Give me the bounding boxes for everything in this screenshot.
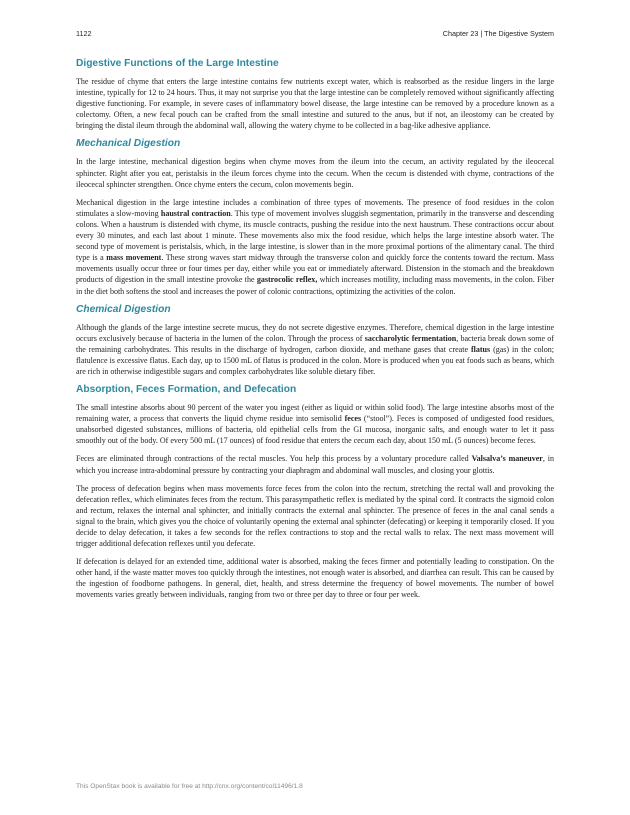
heading-chemical-digestion: Chemical Digestion (76, 303, 171, 315)
text-run: (gas) in the colon; flatulence is excessive flatus. Each day, up to 1500 mL of flatus is produced in the colon. More is produced when you eat foods such as beans, which are rich in otherwise indigestible sugars and complex carbohydrates like soluble dietary fiber. (76, 344, 555, 376)
footer-note: This OpenStax book is available for free at http://cnx.org/content/col11496/1.8 (76, 783, 303, 790)
term-flatus: flatus (470, 344, 491, 354)
running-header (76, 29, 554, 41)
text-run: . This type of movement involves sluggish segmentation, primarily in the transverse and descending colons. When a haustrum is distended with chyme, its muscle contracts, pushing the residue into the next haustrum. These contractions occur about every 30 minutes, and each last about 1 minute. These movements also mix the food residue, which helps the large intestine absorb water. The second type of movement is peristalsis, which, in the large intestine, is slower than in the more proximal portions of the alimentary canal. The third type is a (76, 208, 554, 263)
paragraph-absorption-3: The process of defecation begins when mass movements force feces from the colon into the rectum, stretching the rectal wall and provoking the defecation reflex, which eliminates feces from the rectum. This parasympathetic reflex is mediated by the spinal cord. It contracts the sigmoid colon and rectum, relaxes the internal anal sphincter, and initially contracts the external anal sphincter. The presence of feces in the anal canal sends a signal to the brain, which gives you the choice of voluntarily opening the external anal sphincter (defecating) or keeping it temporarily closed. If you decide to delay defecation, it takes a few seconds for the reflex contractions to stop and the rectal walls to relax. The next mass movement will trigger additional defecation reflexes until you defecate. (76, 483, 554, 549)
term-gastrocolic-reflex: gastrocolic reflex, (256, 275, 318, 285)
text-run: Feces are eliminated through contractions of the rectal muscles. You help this process by a voluntary procedure called (76, 454, 472, 464)
text-run: (“stool”). Feces is composed of undigested food residues, unabsorbed digested substances, millions of bacteria, old epithelial cells from the GI mucosa, inorganic salts, and enough water to let it pass smoothly out of the body. Of every 500 mL (17 ounces) of food residue that enters the cecum each day, about 150 mL (5 ounces) become feces. (76, 414, 554, 446)
paragraph-mechanical-1: In the large intestine, mechanical digestion begins when chyme moves from the ileum into the cecum, an activity regulated by the ileocecal sphincter. Right after you eat, peristalsis in the ileum forces chyme into the cecum. When the cecum is distended with chyme, contractions of the ileocecal sphincter strengthen. Once chyme enters the cecum, colon movements begin. (76, 157, 554, 189)
heading-digestive-functions: Digestive Functions of the Large Intestine (76, 58, 279, 69)
paragraph-absorption-4: If defecation is delayed for an extended time, additional water is absorbed, making the feces firmer and potentially leading to constipation. On the other hand, if the waste matter moves too quickly through the intestines, not enough water is absorbed, and diarrhea can result. This can be caused by the ingestion of foodborne pathogens. In general, diet, health, and stress determine the frequency of bowel movements. The number of bowel movements varies greatly between individuals, ranging from two or three per day to three or four per week. (76, 557, 554, 600)
paragraph-absorption-2 (76, 453, 554, 475)
heading-absorption: Absorption, Feces Formation, and Defecation (76, 384, 297, 396)
heading-mechanical-digestion: Mechanical Digestion (76, 138, 181, 150)
term-valsalvas-maneuver: Valsalva’s maneuver (471, 454, 543, 464)
text-run: , bacteria break down some of the remaining carbohydrates. This results in the discharge of hydrogen, carbon dioxide, and methane gases that create (76, 333, 554, 354)
chapter-title: Chapter 23 | The Digestive System (442, 29, 554, 38)
term-feces: feces (344, 414, 362, 424)
paragraph-chemical (76, 322, 554, 377)
page-number: 1122 (76, 29, 92, 38)
text-run: , in which you increase intra-abdominal pressure by contracting your diaphragm and abdominal wall muscles, and closing your glottis. (76, 454, 554, 475)
text-run: Although the glands of the large intestine secrete mucus, they do not secrete digestive enzymes. Therefore, chemical digestion in the large intestine occurs exclusively because of bacteria in the lumen of the colon. Through the process of (76, 322, 554, 343)
text-run: which increases motility, including mass movements, in the colon. Fiber in the diet both softens the stool and increases the power of colonic contractions, optimizing the activities of the colon. (76, 275, 555, 296)
page-content (76, 58, 554, 608)
paragraph-digestive-functions: The residue of chyme that enters the large intestine contains few nutrients except water, which is reabsorbed as the residue lingers in the large intestine, typically for 12 to 24 hours. Thus, it may not surprise you that the large intestine can be completely removed without significantly affecting digestive functioning. For example, in severe cases of inflammatory bowel disease, the large intestine can be removed by a procedure known as a colectomy. Often, a new fecal pouch can be crafted from the small intestine and sutured to the anus, but if not, an ileostomy can be created by bringing the distal ileum through the abdominal wall, allowing the watery chyme to be collected in a bag-like adhesive appliance. (76, 77, 554, 131)
term-mass-movement: mass movement (106, 253, 162, 263)
text-run: . These strong waves start midway through the transverse colon and quickly force the contents toward the rectum. Mass movements usually occur three or four times per day, either while you eat or immediately afterward. Distension in the stomach and the breakdown products of digestion in the small intestine provoke the (76, 253, 554, 285)
term-haustral-contraction: haustral contraction (160, 208, 231, 218)
text-run: The small intestine absorbs about 90 percent of the water you ingest (either as liquid or within solid food). The large intestine absorbs most of the remaining water, a process that converts the liquid chyme residue into semisolid (76, 403, 554, 424)
paragraph-absorption-1 (76, 402, 554, 446)
term-saccharolytic-fermentation: saccharolytic fermentation (364, 333, 457, 343)
text-run: Mechanical digestion in the large intestine includes a combination of three types of movements. The presence of food residues in the colon stimulates a slow-moving (76, 197, 554, 218)
paragraph-mechanical-2 (76, 197, 554, 297)
